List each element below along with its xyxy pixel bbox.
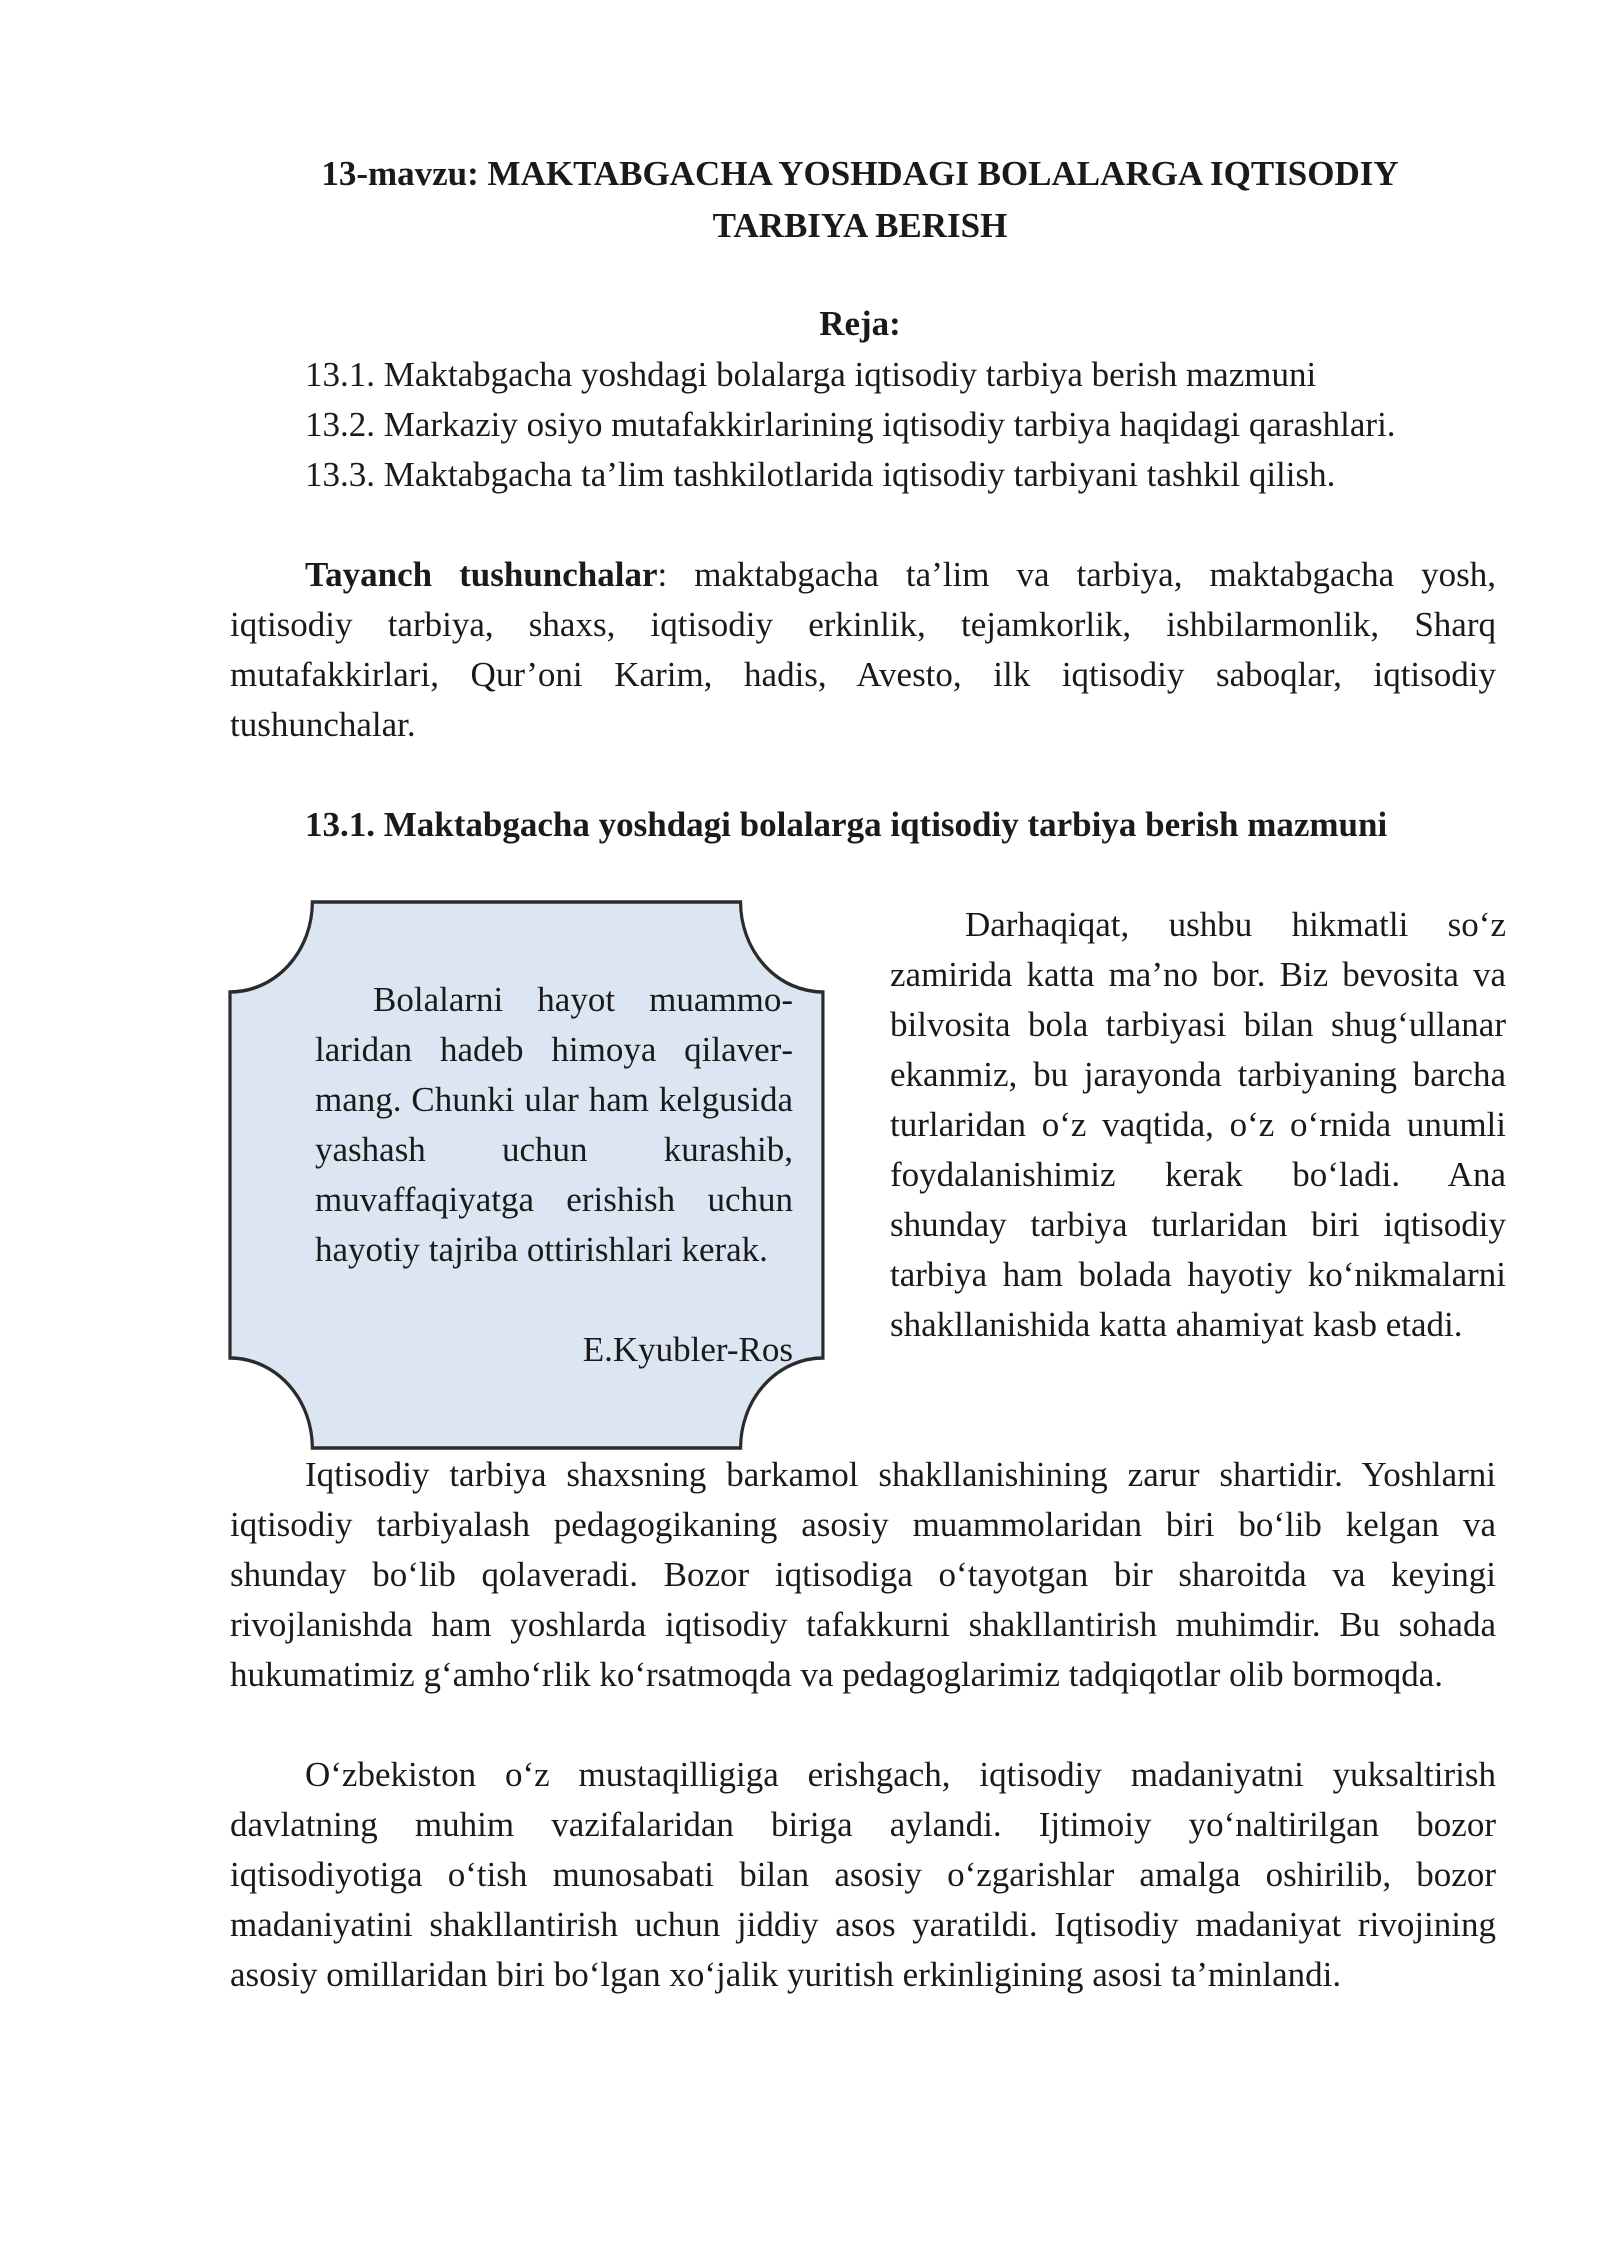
body-paragraph: Iqtisodiy tarbiya shaxsning barkamol shakllanishining zarur shartidir. Yoshlarni iqtisodiy tarbiyalash pedagogikaning asosiy muammolaridan biri bo‘lib kelgan va shunday bo‘lib qolaveradi. Bozor iqtisodiga o‘tayotgan bir sharoitda va keyingi rivojlanishda ham yoshlarda iqtisodiy tafakkurni shakllantirish muhimdir. Bu sohada hukumatimiz g‘amho‘rlik ko‘rsatmoqda va pedagoglarimiz tadqiqotlar olib bormoqda. [230, 1455, 1496, 1694]
key-concepts-label: Tayanch tushunchalar [305, 555, 658, 594]
section-heading: 13.1. Maktabgacha yoshdagi bolalarga iqtisodiy tarbiya berish mazmuni [305, 805, 1388, 844]
quote-text: Bolalarni hayot muammolaridan hadeb himoya qilavermang. Chunki ular ham kelgusida yashash uchun kurashib, muvaffaqiyatga erishish uchun hayotiy tajriba ottirishlari kerak. [315, 980, 793, 1269]
page-title [230, 148, 1490, 252]
key-concepts-paragraph [230, 550, 1496, 750]
title-line-2: TARBIYA BERISH [712, 206, 1008, 245]
body-paragraph: O‘zbekiston o‘z mustaqilligiga erishgach, iqtisodiy madaniyatni yuksaltirish davlatning muhim vazifalaridan biriga aylandi. Ijtimoiy yo‘naltirilgan bozor iqtisodiyotiga o‘tish munosabati bilan asosiy o‘zgarishlar amalga oshirilib, bozor madaniyatini shakllantirish uchun jiddiy asos yaratildi. Iqtisodiy madaniyat rivojining asosiy omillaridan biri bo‘lgan xo‘jalik yuritish erkinligining asosi ta’minlandi. [230, 1755, 1496, 1994]
plan-item: 13.2. Markaziy osiyo mutafakkirlarining iqtisodiy tarbiya haqidagi qarashlari. [305, 405, 1396, 444]
plan-item: 13.3. Maktabgacha ta’lim tashkilotlarida iqtisodiy tarbiyani tashkil qilish. [305, 455, 1336, 494]
side-paragraph: Darhaqiqat, ushbu hikmatli so‘z zamirida katta ma’no bor. Biz bevosita va bilvosita bola tarbiyasi bilan shug‘ullanar ekanmiz, bu jarayonda tarbiyaning barcha turlaridan o‘z vaqtida, o‘z o‘rnida unumli foydalanishimiz kerak bo‘ladi. Ana shunday tarbiya turlaridan biri iqtisodiy tarbiya ham bolada hayotiy ko‘nikmalarni shakllanishida katta ahamiyat kasb etadi. [890, 905, 1506, 1344]
plan-heading: Reja: [819, 304, 901, 343]
key-concepts-text: : maktabgacha ta’lim va tarbiya, maktabgacha yosh, iqtisodiy tarbiya, shaxs, iqtisodiy erkinlik, tejamkorlik, ishbilarmonlik, Sharq mutafakkirlari, Qur’oni Karim, hadis, Avesto, ilk iqtisodiy saboqlar, iqtisodiy tushunchalar. [230, 555, 1496, 744]
quote-author: E.Kyubler-Ros [582, 1330, 793, 1369]
plan-item: 13.1. Maktabgacha yoshdagi bolalarga iqtisodiy tarbiya berish mazmuni [305, 355, 1317, 394]
title-line-1: 13-mavzu: MAKTABGACHA YOSHDAGI BOLALARGA IQTISODIY [321, 154, 1399, 193]
plan-list [305, 350, 1505, 500]
